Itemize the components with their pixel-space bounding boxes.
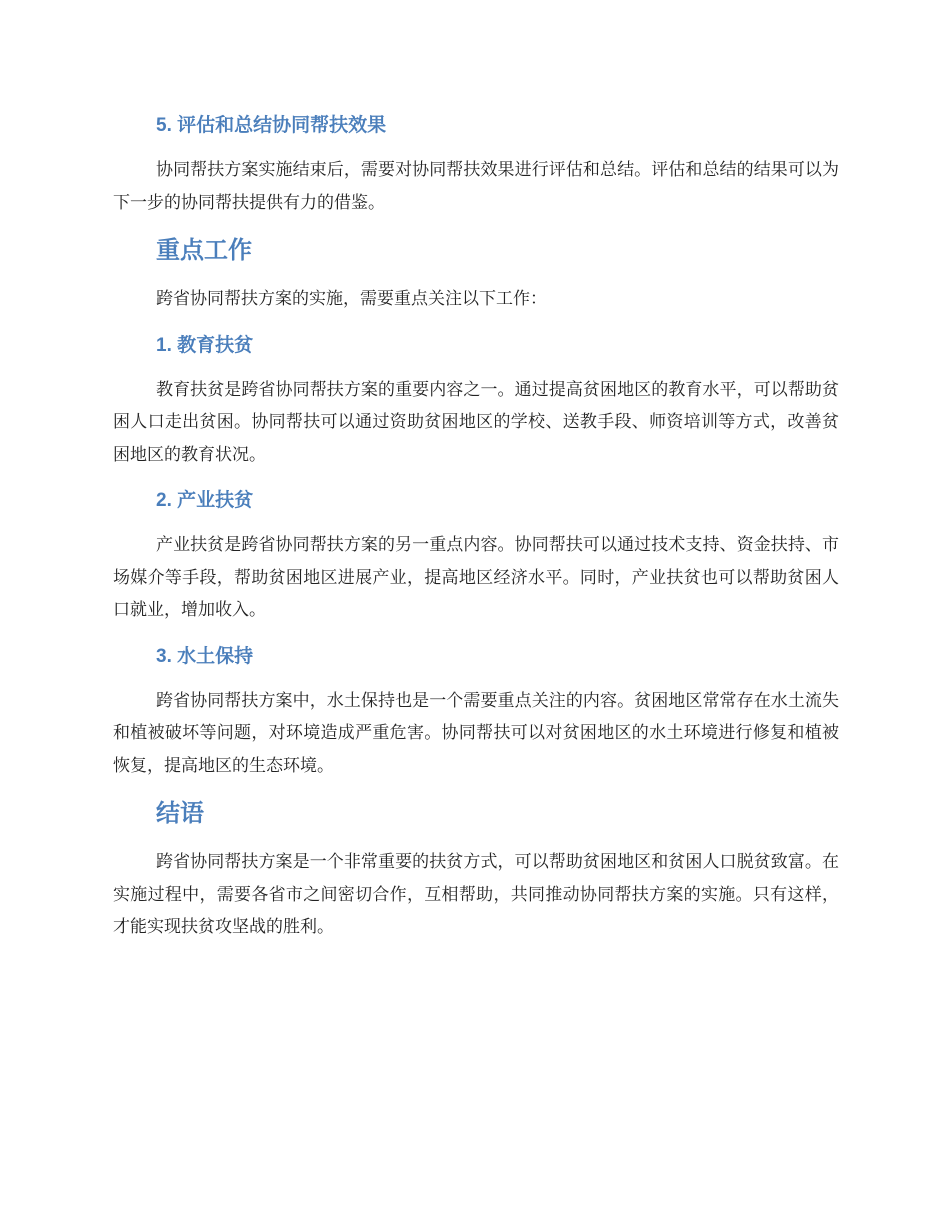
paragraph-industry: 产业扶贫是跨省协同帮扶方案的另一重点内容。协同帮扶可以通过技术支持、资金扶持、市场媒介等手段，帮助贫困地区进展产业，提高地区经济水平。同时，产业扶贫也可以帮助贫困人口就业，增加收入。 [113,535,839,620]
paragraph-education: 教育扶贫是跨省协同帮扶方案的重要内容之一。通过提高贫困地区的教育水平，可以帮助贫困人口走出贫困。协同帮扶可以通过资助贫困地区的学校、送教手段、师资培训等方式，改善贫困地区的教育状况。 [113,379,839,465]
section-heading-evaluation: 5. 评估和总结协同帮扶效果 [156,115,387,136]
paragraph-evaluation: 协同帮扶方案实施结束后，需要对协同帮扶效果进行评估和总结。评估和总结的结果可以为下一步的协同帮扶提供有力的借鉴。 [113,160,839,213]
section-heading-key-work: 重点工作 [156,237,252,264]
paragraph-conclusion: 跨省协同帮扶方案是一个非常重要的扶贫方式，可以帮助贫困地区和贫困人口脱贫致富。在实施过程中，需要各省市之间密切合作，互相帮助，共同推动协同帮扶方案的实施。只有这样，才能实现扶贫攻坚战的胜利。 [113,852,839,937]
paragraph-key-work-intro: 跨省协同帮扶方案的实施，需要重点关注以下工作： [156,289,547,309]
document-page [113,108,839,956]
section-heading-soil-water: 3. 水土保持 [156,645,254,667]
section-heading-conclusion: 结语 [156,800,204,827]
paragraph-soil-water: 跨省协同帮扶方案中，水土保持也是一个需要重点关注的内容。贫困地区常常存在水土流失和植被破坏等问题，对环境造成严重危害。协同帮扶可以对贫困地区的水土环境进行修复和植被恢复，提高地区的生态环境。 [113,690,839,776]
section-heading-industry: 2. 产业扶贫 [156,490,254,511]
section-heading-education: 1. 教育扶贫 [156,334,254,356]
